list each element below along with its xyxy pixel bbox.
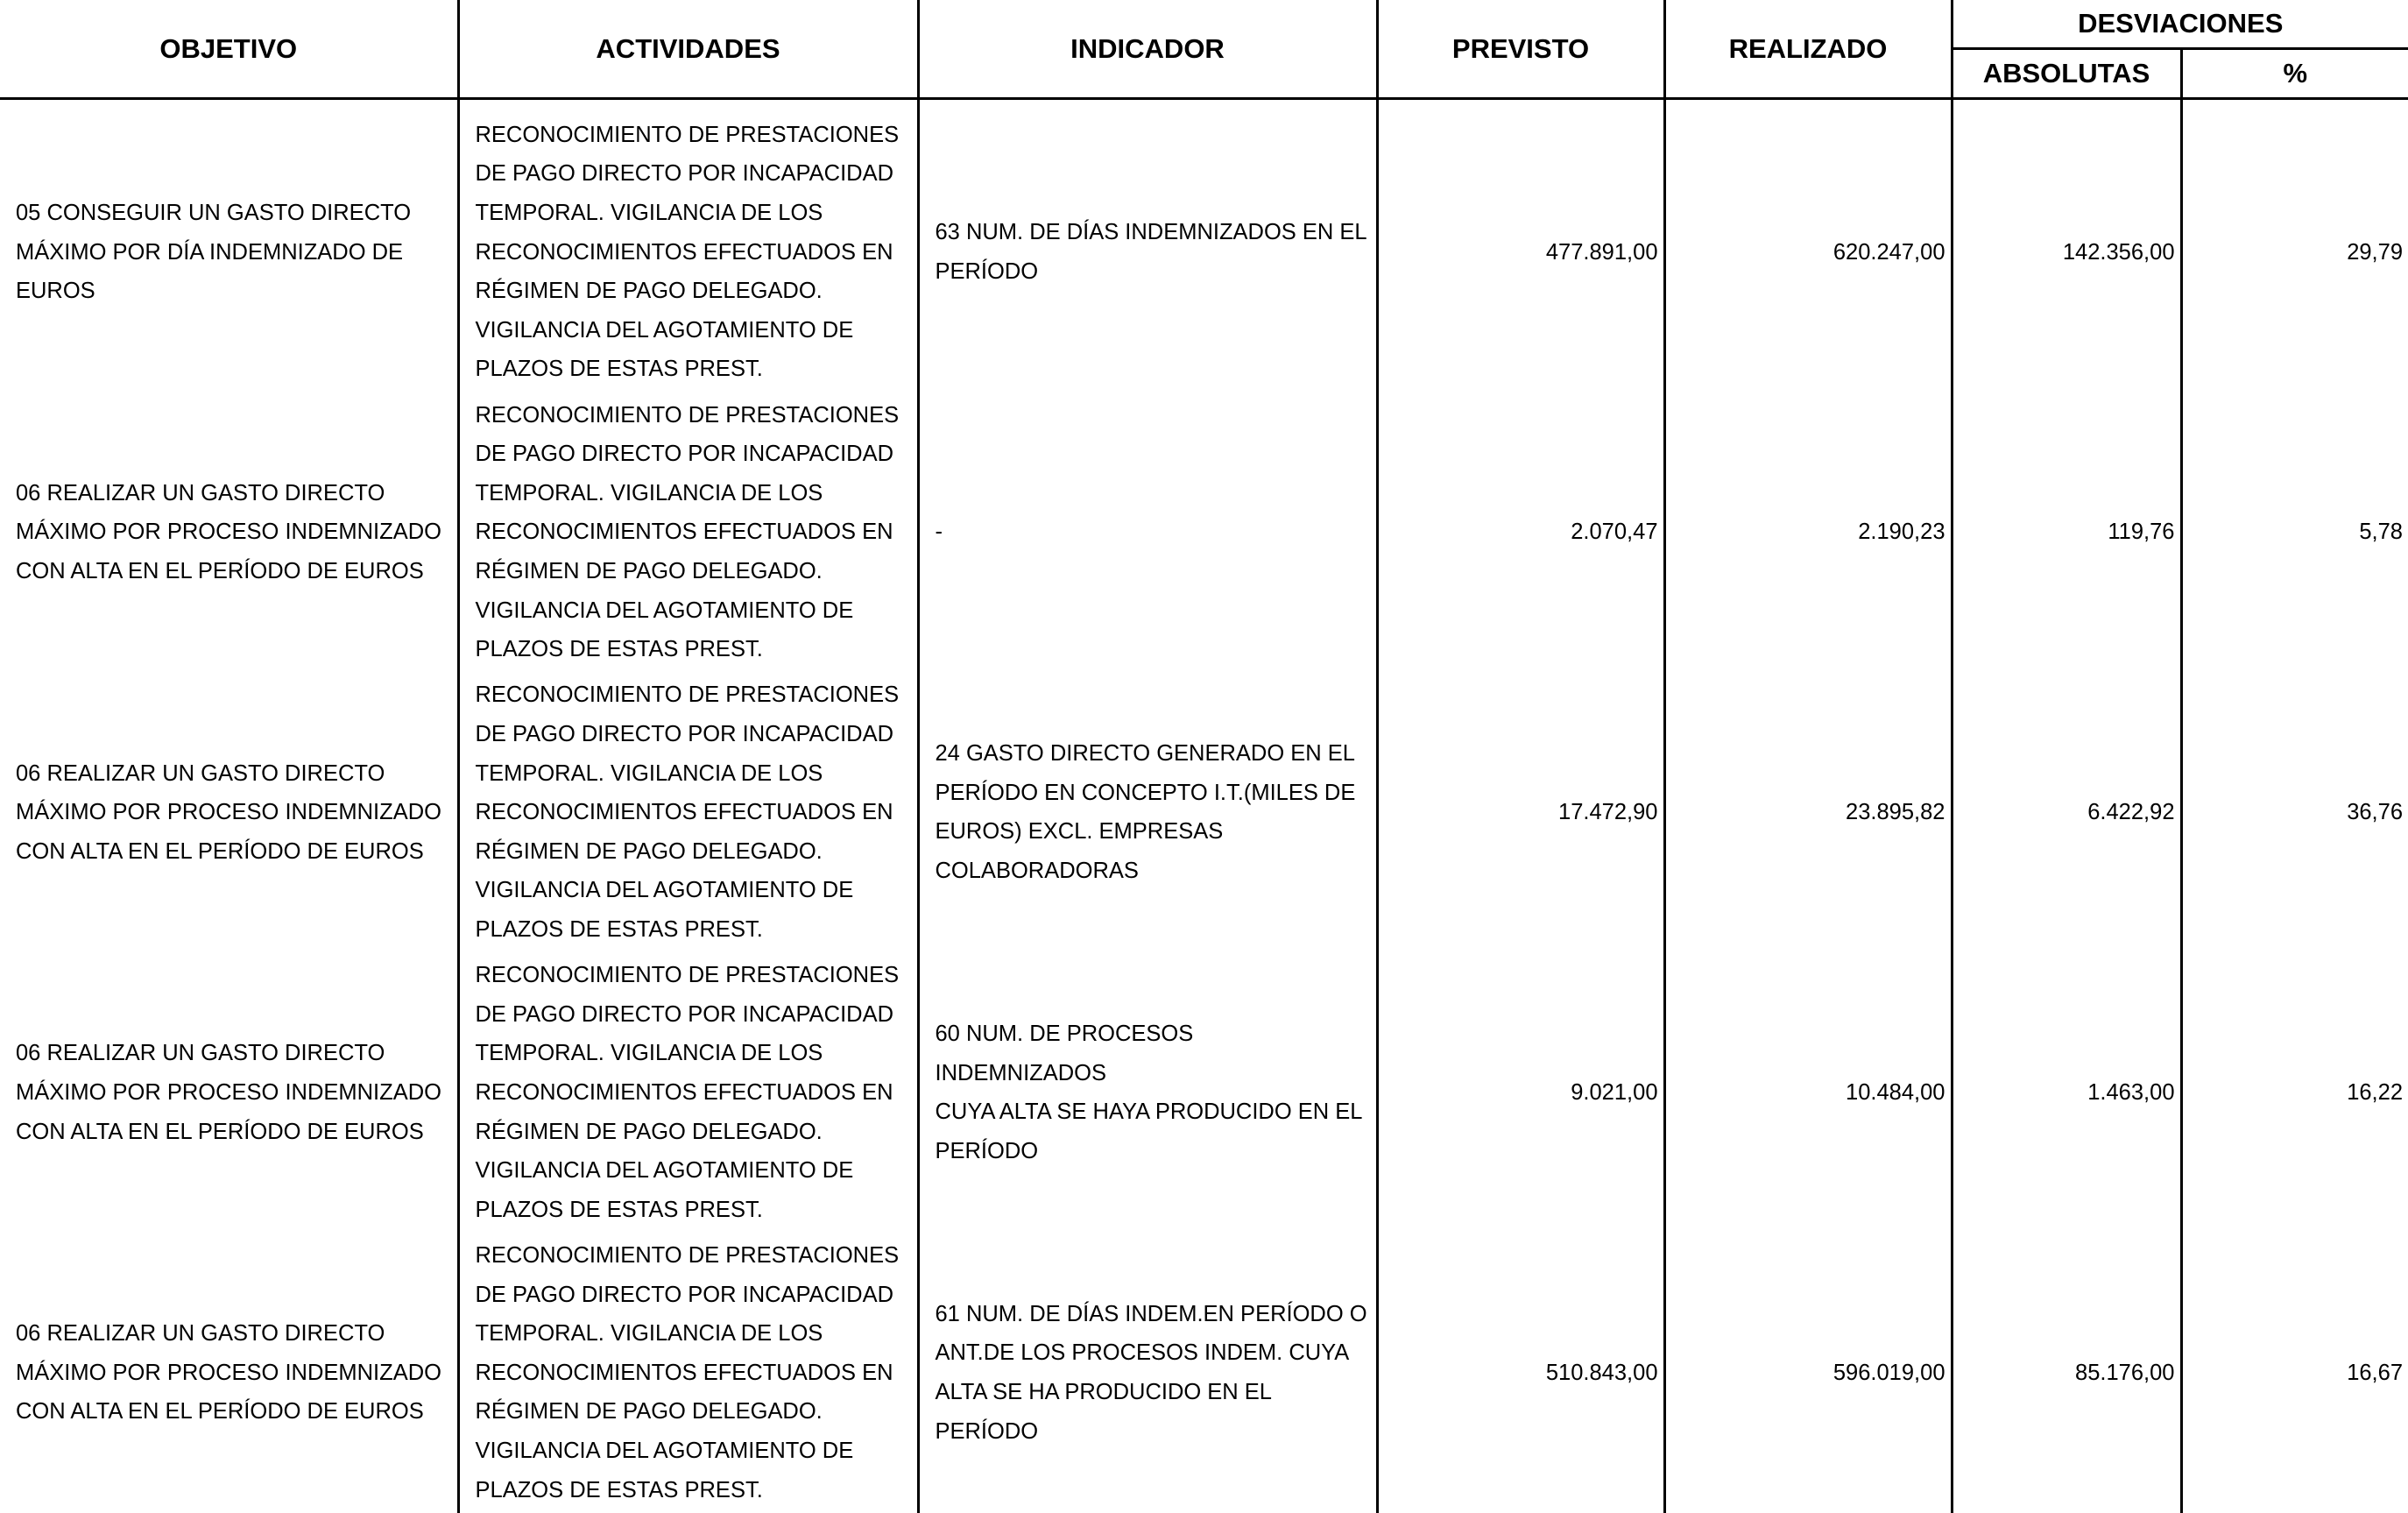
- objetivo-text: 06 REALIZAR UN GASTO DIRECTO MÁXIMO POR PROCESO INDEMNIZADO CON ALTA EN EL PERÍODO DE EUROS: [16, 760, 441, 864]
- cell-porcentaje: 36,76: [2181, 673, 2408, 953]
- cell-absolutas: 142.356,00: [1952, 99, 2181, 392]
- actividades-text: RECONOCIMIENTO DE PRESTACIONES DE PAGO DIRECTO POR INCAPACIDAD TEMPORAL. VIGILANCIA DE LOS RECONOCIMIENTOS EFECTUADOS EN RÉGIMEN DE PAGO DELEGADO. VIGILANCIA DEL AGOTAMIENTO DE PLAZOS DE ESTAS PREST.: [475, 402, 900, 662]
- cell-porcentaje: 16,22: [2181, 952, 2408, 1233]
- cell-previsto: 9.021,00: [1377, 952, 1664, 1233]
- actividades-text: RECONOCIMIENTO DE PRESTACIONES DE PAGO DIRECTO POR INCAPACIDAD TEMPORAL. VIGILANCIA DE LOS RECONOCIMIENTOS EFECTUADOS EN RÉGIMEN DE PAGO DELEGADO. VIGILANCIA DEL AGOTAMIENTO DE PLAZOS DE ESTAS PREST.: [475, 682, 900, 942]
- actividades-text: RECONOCIMIENTO DE PRESTACIONES DE PAGO DIRECTO POR INCAPACIDAD TEMPORAL. VIGILANCIA DE LOS RECONOCIMIENTOS EFECTUADOS EN RÉGIMEN DE PAGO DELEGADO. VIGILANCIA DEL AGOTAMIENTO DE PLAZOS DE ESTAS PREST.: [475, 1243, 900, 1502]
- cell-actividades: [458, 99, 918, 392]
- table-header: [0, 0, 2408, 99]
- actividades-text: RECONOCIMIENTO DE PRESTACIONES DE PAGO DIRECTO POR INCAPACIDAD TEMPORAL. VIGILANCIA DE LOS RECONOCIMIENTOS EFECTUADOS EN RÉGIMEN DE PAGO DELEGADO. VIGILANCIA DEL AGOTAMIENTO DE PLAZOS DE ESTAS PREST.: [475, 122, 900, 382]
- actividades-text: RECONOCIMIENTO DE PRESTACIONES DE PAGO DIRECTO POR INCAPACIDAD TEMPORAL. VIGILANCIA DE LOS RECONOCIMIENTOS EFECTUADOS EN RÉGIMEN DE PAGO DELEGADO. VIGILANCIA DEL AGOTAMIENTO DE PLAZOS DE ESTAS PREST.: [475, 963, 900, 1222]
- cell-actividades: [458, 1233, 918, 1513]
- cell-indicador: [918, 673, 1377, 953]
- cell-previsto: 17.472,90: [1377, 673, 1664, 953]
- cell-objetivo: [0, 673, 458, 953]
- objetivo-text: 05 CONSEGUIR UN GASTO DIRECTO MÁXIMO POR DÍA INDEMNIZADO DE EUROS: [16, 201, 412, 304]
- indicador-text: 63 NUM. DE DÍAS INDEMNIZADOS EN EL PERÍODO: [935, 220, 1367, 284]
- cell-previsto: 510.843,00: [1377, 1233, 1664, 1513]
- objetivo-text: 06 REALIZAR UN GASTO DIRECTO MÁXIMO POR PROCESO INDEMNIZADO CON ALTA EN EL PERÍODO DE EUROS: [16, 1041, 441, 1144]
- cell-indicador: [918, 952, 1377, 1233]
- cell-objetivo: [0, 1233, 458, 1513]
- cell-actividades: [458, 952, 918, 1233]
- cell-previsto: 2.070,47: [1377, 392, 1664, 673]
- cell-indicador: [918, 99, 1377, 392]
- cell-absolutas: 6.422,92: [1952, 673, 2181, 953]
- header-actividades: ACTIVIDADES: [458, 0, 918, 99]
- table-row: [0, 673, 2408, 953]
- header-previsto: PREVISTO: [1377, 0, 1664, 99]
- header-indicador: INDICADOR: [918, 0, 1377, 99]
- header-desviaciones: DESVIACIONES: [1952, 0, 2408, 49]
- cell-objetivo: [0, 392, 458, 673]
- table-row: [0, 1233, 2408, 1513]
- header-realizado: REALIZADO: [1664, 0, 1952, 99]
- cell-indicador: [918, 1233, 1377, 1513]
- cell-realizado: 596.019,00: [1664, 1233, 1952, 1513]
- cell-actividades: [458, 392, 918, 673]
- cell-realizado: 620.247,00: [1664, 99, 1952, 392]
- cell-indicador: [918, 392, 1377, 673]
- indicador-text: 60 NUM. DE PROCESOS INDEMNIZADOS CUYA ALTA SE HAYA PRODUCIDO EN EL PERÍODO: [935, 1022, 1363, 1163]
- cell-absolutas: 1.463,00: [1952, 952, 2181, 1233]
- objetivo-text: 06 REALIZAR UN GASTO DIRECTO MÁXIMO POR PROCESO INDEMNIZADO CON ALTA EN EL PERÍODO DE EUROS: [16, 1321, 441, 1425]
- cell-absolutas: 119,76: [1952, 392, 2181, 673]
- cell-objetivo: [0, 952, 458, 1233]
- header-absolutas: ABSOLUTAS: [1952, 49, 2181, 99]
- objetivo-text: 06 REALIZAR UN GASTO DIRECTO MÁXIMO POR PROCESO INDEMNIZADO CON ALTA EN EL PERÍODO DE EUROS: [16, 480, 441, 583]
- cell-absolutas: 85.176,00: [1952, 1233, 2181, 1513]
- cell-realizado: 23.895,82: [1664, 673, 1952, 953]
- cell-previsto: 477.891,00: [1377, 99, 1664, 392]
- cell-porcentaje: 16,67: [2181, 1233, 2408, 1513]
- table-row: [0, 99, 2408, 392]
- header-objetivo: OBJETIVO: [0, 0, 458, 99]
- indicador-text: -: [935, 520, 943, 545]
- cell-porcentaje: 29,79: [2181, 99, 2408, 392]
- table-body: [0, 99, 2408, 1513]
- table-row: [0, 392, 2408, 673]
- indicador-text: 61 NUM. DE DÍAS INDEM.EN PERÍODO O ANT.DE LOS PROCESOS INDEM. CUYA ALTA SE HA PRODUCIDO EN EL PERÍODO: [935, 1301, 1367, 1444]
- indicador-text: 24 GASTO DIRECTO GENERADO EN EL PERÍODO EN CONCEPTO I.T.(MILES DE EUROS) EXCL. EMPRESAS COLABORADORAS: [935, 741, 1356, 884]
- cell-objetivo: [0, 99, 458, 392]
- cell-realizado: 2.190,23: [1664, 392, 1952, 673]
- header-porcentaje: %: [2181, 49, 2408, 99]
- table-row: [0, 952, 2408, 1233]
- cell-porcentaje: 5,78: [2181, 392, 2408, 673]
- cell-actividades: [458, 673, 918, 953]
- cell-realizado: 10.484,00: [1664, 952, 1952, 1233]
